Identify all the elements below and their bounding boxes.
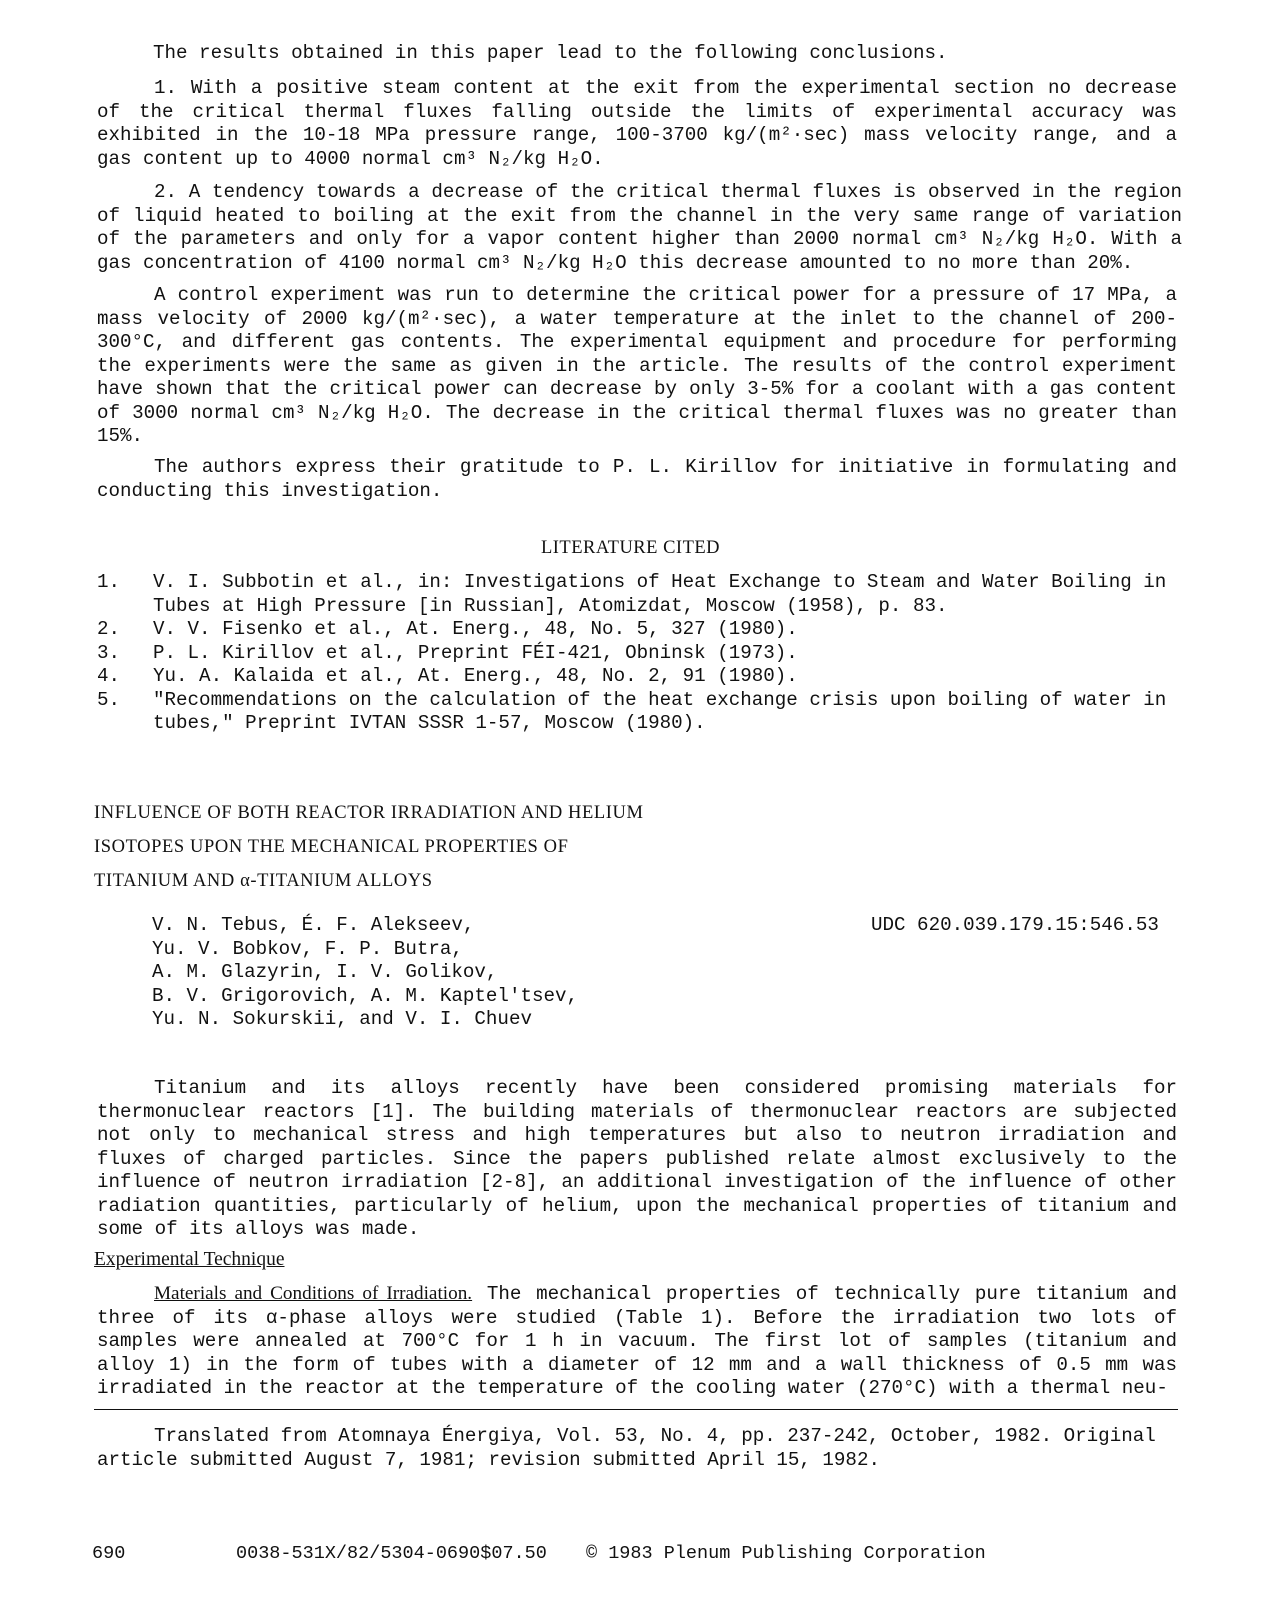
literature-cited-heading: LITERATURE CITED [540,538,721,558]
author-line: A. M. Glazyrin, I. V. Golikov, [152,961,498,983]
article-title-line-2: ISOTOPES UPON THE MECHANICAL PROPERTIES OF [94,837,569,857]
reference-number: 5. [97,688,121,711]
reference-number: 3. [97,641,121,664]
reference-list [97,571,1177,736]
reference-number: 2. [97,618,121,640]
article-title-line-1: INFLUENCE OF BOTH REACTOR IRRADIATION AND HELIUM [94,803,644,823]
subsection-heading: Materials and Conditions of Irradiation. [154,1283,473,1304]
reference-number: 1. [97,571,121,593]
reference-item [97,618,1177,642]
reference-item [97,665,1177,689]
author-line: Yu. V. Bobkov, F. P. Butra, [152,937,463,960]
author-line: V. N. Tebus, É. F. Alekseev, [152,914,475,936]
reference-text: V. I. Subbotin et al., in: Investigations of Heat Exchange to Steam and Water Boiling in Tubes at High Pressure [in Russian], Atomizdat, Moscow (1958), p. 83. [153,571,1167,617]
section-heading: Experimental Technique [94,1249,285,1270]
author-line: Yu. N. Sokurskii, and V. I. Chuev [152,1008,532,1030]
reference-number: 4. [97,665,121,687]
copyright-notice: © 1983 Plenum Publishing Corporation [586,1543,986,1564]
publication-code: 0038-531X/82/5304-0690$07.50 [236,1543,547,1564]
conclusion-2: 2. A tendency towards a decrease of the critical thermal fluxes is observed in the region of liquid heated to boiling at the exit from the channel in the very same range of variation of the parameters and only for a vapor content higher than 2000 normal cm³ N₂/kg H₂O. With a gas concentration of 4100 normal cm³ N₂/kg H₂O this decrease amounted to no more than 20%. [97,181,1182,274]
udc-code: UDC 620.039.179.15:546.53 [871,914,1159,936]
translation-footnote: Translated from Atomnaya Énergiya, Vol. 53, No. 4, pp. 237-242, October, 1982. Original article submitted August 7, 1981; revision submitted April 15, 1982. [97,1425,1156,1471]
reference-item [97,571,1177,618]
reference-item [97,642,1177,666]
subsection-text: The mechanical properties of technically pure titanium and three of its α-phase alloys were studied (Table 1). Before the irradiation two lots of samples were annealed at 700°C for 1 h in vacuum. The first lot of samples (titanium and alloy 1) in the form of tubes with a diameter of 12 mm and a wall thickness of 0.5 mm was irradiated in the reactor at the temperature of the cooling water (270°C) with a thermal neu- [97,1283,1178,1399]
acknowledgment-paragraph: The authors express their gratitude to P. L. Kirillov for initiative in formulating and conducting this investigation. [97,456,1177,502]
footnote-rule [94,1409,1178,1410]
article-title-line-3: TITANIUM AND α-TITANIUM ALLOYS [94,871,433,891]
author-list [152,914,672,1032]
reference-text: "Recommendations on the calculation of the heat exchange crisis upon boiling of water in tubes," Preprint IVTAN SSSR 1-57, Moscow (1980). [153,688,1167,734]
reference-text: V. V. Fisenko et al., At. Energ., 48, No. 5, 327 (1980). [153,618,798,640]
page-number: 690 [92,1543,126,1564]
author-line: B. V. Grigorovich, A. M. Kaptel'tsev, [152,984,579,1007]
reference-text: Yu. A. Kalaida et al., At. Energ., 48, No. 2, 91 (1980). [153,665,798,687]
control-experiment-paragraph: A control experiment was run to determine the critical power for a pressure of 17 MPa, a mass velocity of 2000 kg/(m²·sec), a water temperature at the inlet to the channel of 200-300°C, and different gas contents. The experimental equipment and procedure for performing the experiments were the same as given in the article. The results of the control experiment have shown that the critical power can decrease by only 3-5% for a coolant with a gas content of 3000 normal cm³ N₂/kg H₂O. The decrease in the critical thermal fluxes was no greater than 15%. [97,284,1177,447]
subsection-paragraph [97,1282,1177,1401]
reference-text: P. L. Kirillov et al., Preprint FÉI-421, Obninsk (1973). [153,641,798,664]
article-intro-paragraph: Titanium and its alloys recently have been considered promising materials for thermonuclear reactors [1]. The building materials of thermonuclear reactors are subjected not only to mechanical stress and high temperatures but also to neutron irradiation and fluxes of charged particles. Since the papers published relate almost exclusively to the influence of neutron irradiation [2-8], an additional investigation of the influence of other radiation quantities, particularly of helium, upon the mechanical properties of titanium and some of its alloys was made. [97,1077,1177,1240]
reference-item [97,689,1177,736]
conclusion-1: 1. With a positive steam content at the exit from the experimental section no decrease of the critical thermal fluxes falling outside the limits of experimental accuracy was exhibited in the 10-18 MPa pressure range, 100-3700 kg/(m²·sec) mass velocity range, and a gas content up to 4000 normal cm³ N₂/kg H₂O. [97,77,1177,170]
conclusions-intro: The results obtained in this paper lead to the following conclusions. [153,42,948,64]
